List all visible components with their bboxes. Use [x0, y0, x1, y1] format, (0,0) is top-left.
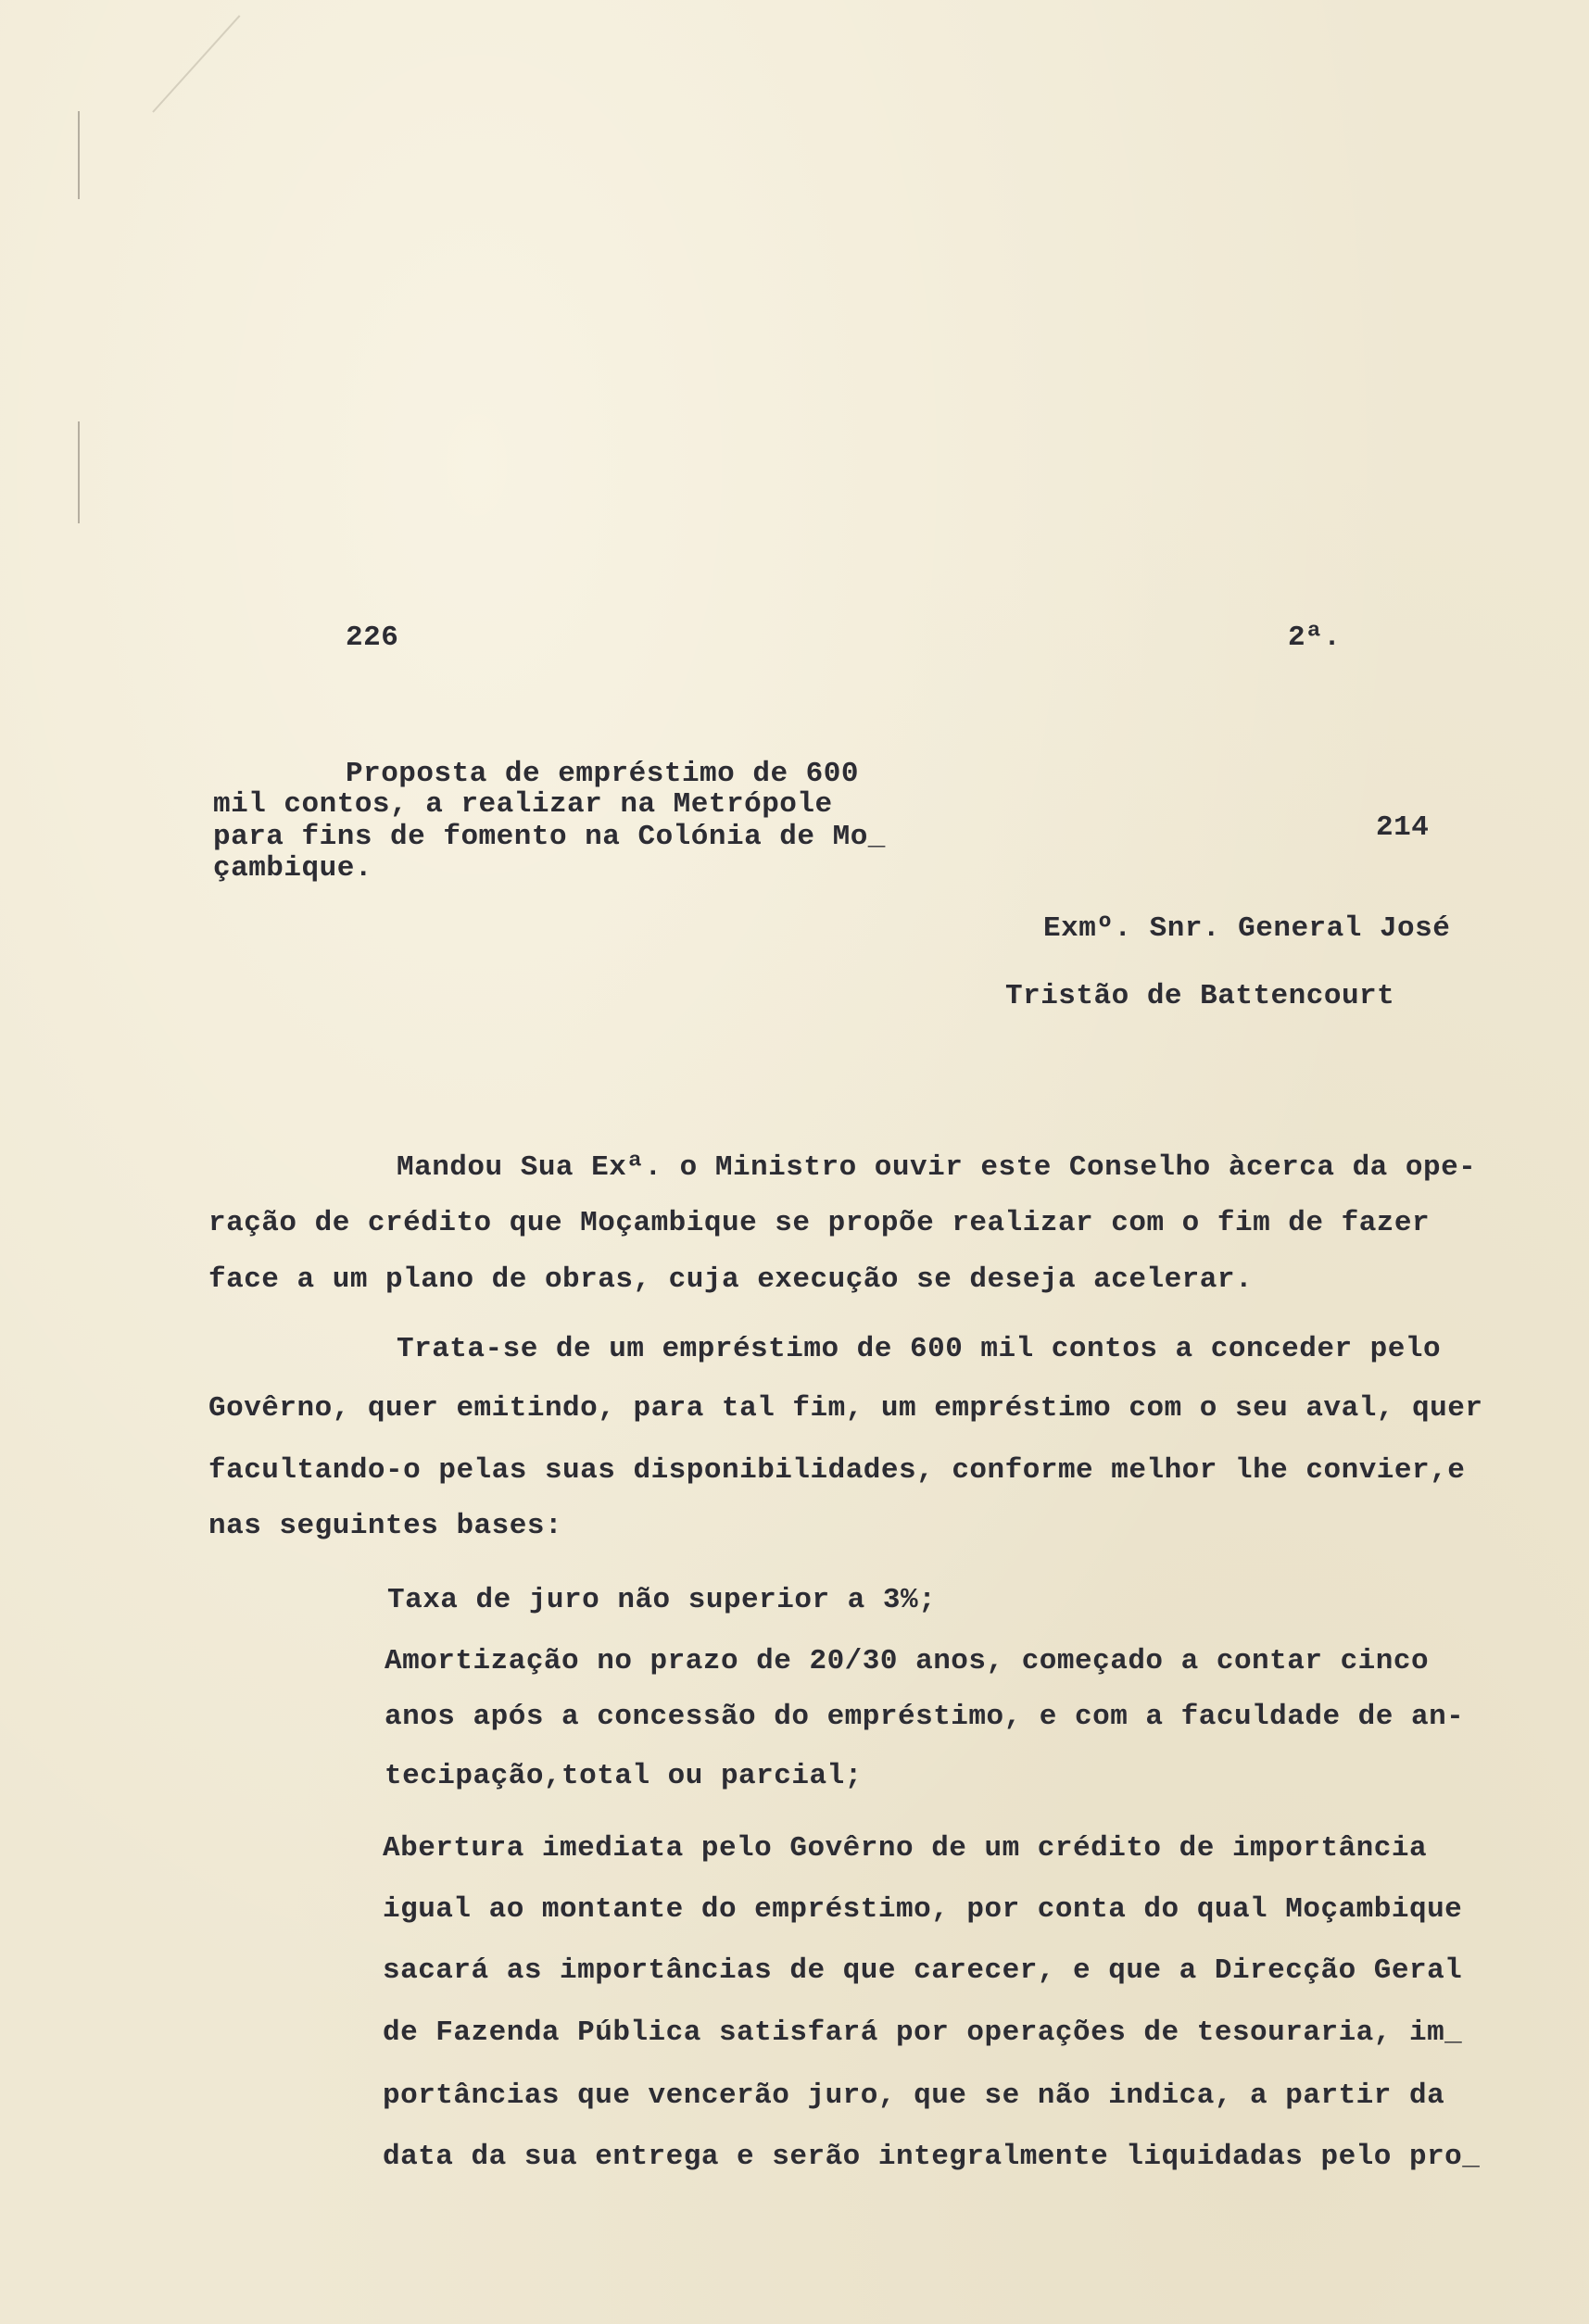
base-3-line-1: Abertura imediata pelo Govêrno de um crédito de importância — [383, 1832, 1428, 1865]
addressee-line-2: Tristão de Battencourt — [1005, 980, 1395, 1012]
base-3-line-6: data da sua entrega e serão integralmente liquidadas pelo pro_ — [383, 2141, 1481, 2173]
subject-line-2: mil contos, a realizar na Metrópole — [213, 788, 833, 821]
base-2-line-1: Amortização no prazo de 20/30 anos, começado a contar cinco — [385, 1645, 1430, 1677]
addressee-line-1: Exmº. Snr. General José — [1043, 912, 1451, 945]
binding-mark-top — [78, 111, 80, 199]
base-3-line-3: sacará as importâncias de que carecer, e que a Direcção Geral — [383, 1954, 1463, 1987]
base-2-line-2: anos após a concessão do empréstimo, e com a faculdade de an- — [385, 1701, 1465, 1733]
subject-line-4: çambique. — [213, 852, 372, 885]
base-3-line-4: de Fazenda Pública satisfará por operações de tesouraria, im_ — [383, 2016, 1463, 2049]
subject-line-1: Proposta de empréstimo de 600 — [346, 758, 859, 790]
document-number: 214 — [1376, 811, 1430, 844]
paragraph-2-line-3: facultando-o pelas suas disponibilidades, conforme melhor lhe convier,e — [208, 1454, 1466, 1487]
paragraph-2-line-1: Trata-se de um empréstimo de 600 mil contos a conceder pelo — [397, 1333, 1442, 1365]
base-3-line-2: igual ao montante do empréstimo, por conta do qual Moçambique — [383, 1893, 1463, 1926]
page-number: 226 — [346, 622, 399, 654]
binding-mark-bottom — [78, 421, 80, 523]
section-number: 2ª. — [1288, 622, 1342, 654]
paragraph-2-line-2: Govêrno, quer emitindo, para tal fim, um empréstimo com o seu aval, quer — [208, 1392, 1483, 1425]
base-2-line-3: tecipação,total ou parcial; — [385, 1760, 863, 1792]
paragraph-1-line-1: Mandou Sua Exª. o Ministro ouvir este Conselho àcerca da ope- — [397, 1151, 1477, 1184]
base-3-line-5: portâncias que vencerão juro, que se não indica, a partir da — [383, 2079, 1445, 2112]
base-1-line-1: Taxa de juro não superior a 3%; — [387, 1584, 937, 1616]
paragraph-2-line-4: nas seguintes bases: — [208, 1510, 563, 1542]
paragraph-1-line-2: ração de crédito que Moçambique se propõe realizar com o fim de fazer — [208, 1207, 1431, 1239]
subject-line-3: para fins de fomento na Colónia de Mo_ — [213, 821, 886, 853]
paragraph-1-line-3: face a um plano de obras, cuja execução se deseja acelerar. — [208, 1263, 1254, 1296]
paper-crease — [152, 15, 240, 112]
